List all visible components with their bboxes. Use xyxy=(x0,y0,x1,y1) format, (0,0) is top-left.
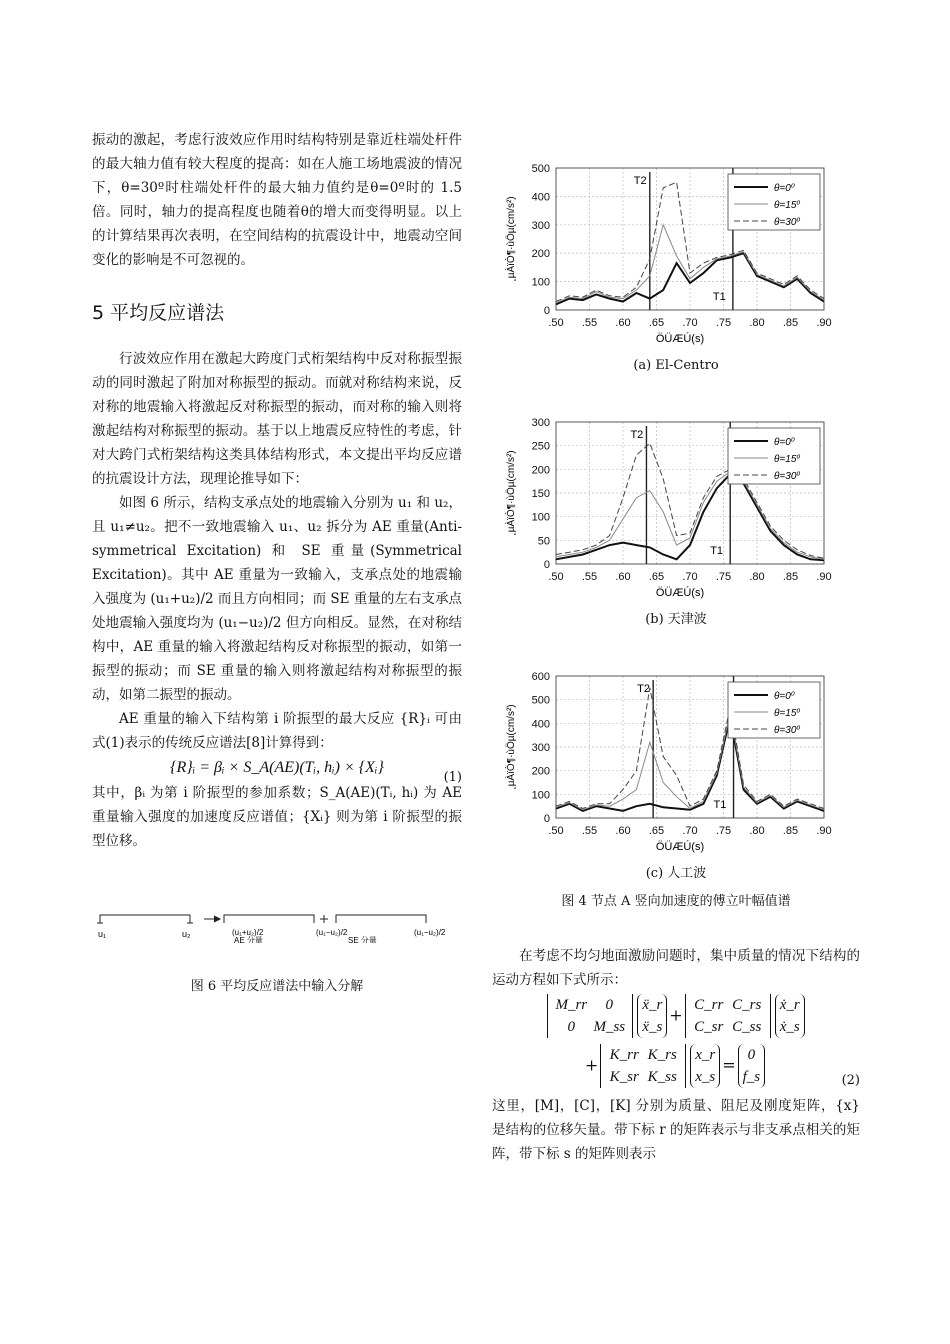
chart-c xyxy=(492,668,860,858)
right-column xyxy=(492,160,860,1166)
x-tick-label-5: .75 xyxy=(715,825,732,837)
legend-label-1: θ=15⁰ xyxy=(774,200,801,211)
paragraph-symbols: 其中，βᵢ 为第 i 阶振型的参加系数；S_A(AE)(Tᵢ, hᵢ) 为 AE 重量输入强度的加速度反应谱值；{Xᵢ} 则为第 i 阶振型的振型位移。 xyxy=(92,785,462,849)
t1-label: T1 xyxy=(710,545,724,557)
c-22: C_ss xyxy=(732,1019,762,1035)
x-tick-label-5: .75 xyxy=(715,317,732,329)
x-tick-label-4: .70 xyxy=(682,571,698,583)
y-tick-label-2: 100 xyxy=(531,511,550,524)
x-tick-label-0: .50 xyxy=(548,825,564,837)
y-tick-label-0: 0 xyxy=(543,305,550,317)
y-axis-label: ¸µÀïÒ¶·ùÖµ(cm/s²) xyxy=(506,704,517,790)
x-tick-label-6: .80 xyxy=(749,571,765,583)
fig6-label-se-expr-left: (u₁−u₂)/2 xyxy=(316,928,348,937)
x-s: x_s xyxy=(695,1069,716,1085)
y-tick-label-4: 200 xyxy=(531,464,550,477)
legend-label-0: θ=0⁰ xyxy=(774,183,795,194)
xd-r: ẋ_r xyxy=(779,997,800,1013)
chart-c-box xyxy=(492,668,860,886)
x-tick-label-0: .50 xyxy=(548,571,564,583)
y-tick-label-6: 600 xyxy=(531,671,550,683)
x-tick-label-7: .85 xyxy=(782,317,799,329)
figure-6 xyxy=(92,893,462,999)
x-tick-label-3: .65 xyxy=(648,317,665,329)
equals-sign: = xyxy=(722,1055,736,1075)
k-12: K_rs xyxy=(647,1047,677,1063)
equation-2-line-2 xyxy=(492,1044,860,1088)
c-11: C_rr xyxy=(694,997,724,1013)
legend-label-0: θ=0⁰ xyxy=(774,437,795,448)
y-tick-label-0: 0 xyxy=(543,559,550,571)
legend-label-2: θ=30⁰ xyxy=(774,725,801,736)
x-tick-label-7: .85 xyxy=(782,825,799,837)
figure-6-caption: 图 6 平均反应谱法中输入分解 xyxy=(190,979,364,994)
x-tick-label-5: .75 xyxy=(715,571,732,583)
equation-2-number: (2) xyxy=(841,1073,860,1088)
y-tick-label-1: 100 xyxy=(531,276,550,289)
x-tick-label-3: .65 xyxy=(648,571,665,583)
legend-label-2: θ=30⁰ xyxy=(774,471,801,482)
fig6-label-u1: u₁ xyxy=(98,929,107,939)
y-axis-label: ¸µÀïÒ¶·ùÖµ(cm/s²) xyxy=(506,450,517,536)
x-tick-label-3: .65 xyxy=(648,825,665,837)
c-21: C_sr xyxy=(694,1019,724,1035)
mass-matrix xyxy=(547,994,633,1038)
stiffness-matrix xyxy=(600,1044,686,1088)
x-tick-label-2: .60 xyxy=(615,571,631,583)
x-tick-label-1: .55 xyxy=(581,571,598,583)
y-tick-label-2: 200 xyxy=(531,248,550,261)
c-12: C_rs xyxy=(732,997,762,1013)
figure-6-diagram xyxy=(92,893,462,943)
t1-label: T1 xyxy=(713,799,727,811)
x-axis-label: ÖÜÆÚ(s) xyxy=(655,333,705,345)
y-tick-label-6: 300 xyxy=(531,417,550,429)
paragraph-results: 振动的激起，考虑行波效应作用时结构特别是靠近柱端处杆件的最大轴力值有较大程度的提高：如在人施工场地震波的情况下，θ=30º时柱端处杆件的最大轴力值约是θ=0º时的 1.5 倍。同时，轴力的提高程度也随着θ的增大而变得明显。以上的计算结果再次表明，在空间结构的抗震设计中，地震动空间变化的影响是不可忽视的。 xyxy=(92,132,462,268)
x-axis-label: ÖÜÆÚ(s) xyxy=(655,841,705,853)
y-tick-label-0: 0 xyxy=(543,813,550,825)
legend-label-1: θ=15⁰ xyxy=(774,454,801,465)
force-vector xyxy=(738,1044,766,1088)
plus-2: + xyxy=(584,1055,599,1075)
k-11: K_rr xyxy=(609,1047,639,1063)
y-tick-label-5: 250 xyxy=(531,440,550,453)
legend-label-2: θ=30⁰ xyxy=(774,217,801,228)
accel-vector xyxy=(637,994,667,1038)
f-r: 0 xyxy=(747,1047,756,1063)
equation-1 xyxy=(92,755,462,785)
equation-2 xyxy=(492,994,860,1088)
legend-label-0: θ=0⁰ xyxy=(774,691,795,702)
x-axis-label: ÖÜÆÚ(s) xyxy=(655,587,705,599)
t2-label: T2 xyxy=(637,683,650,695)
x-tick-label-4: .70 xyxy=(682,317,698,329)
paragraph-max-response: AE 重量的输入下结构第 i 阶振型的最大反应 {R}ᵢ 可由式(1)表示的传统反应谱法[8]计算得到： xyxy=(92,711,462,751)
velocity-vector xyxy=(775,994,805,1038)
chart-b-box xyxy=(492,414,860,632)
x-tick-label-6: .80 xyxy=(749,825,765,837)
m-11: M_rr xyxy=(555,997,588,1013)
y-tick-label-2: 200 xyxy=(531,765,550,778)
equation-2-line-1 xyxy=(492,994,860,1038)
x-r: x_r xyxy=(695,1047,716,1063)
t2-label: T2 xyxy=(630,429,644,441)
paragraph-matrix-definitions: 这里，[M]，[C]，[K] 分别为质量、阻尼及刚度矩阵，{x} 是结构的位移矢量。带下标 r 的矩阵表示与非支承点相关的矩阵，带下标 s 的矩阵则表示 xyxy=(492,1098,860,1162)
x-tick-label-4: .70 xyxy=(682,825,698,837)
m-21: 0 xyxy=(567,1019,576,1035)
y-tick-label-5: 500 xyxy=(531,694,550,707)
x-tick-label-2: .60 xyxy=(615,825,631,837)
y-tick-label-3: 300 xyxy=(531,742,550,754)
xdd-s: ẍ_s xyxy=(642,1019,663,1035)
equation-1-number: (1) xyxy=(443,770,462,785)
x-tick-label-1: .55 xyxy=(581,317,598,329)
y-tick-label-4: 400 xyxy=(531,191,550,204)
chart-a-caption: (a) El-Centro xyxy=(633,358,719,373)
x-tick-label-1: .55 xyxy=(581,825,598,837)
chart-b xyxy=(492,414,860,604)
fig6-label-se-name: SE 分量 xyxy=(348,936,377,943)
paragraph-input-decomposition: 如图 6 所示，结构支承点处的地震输入分别为 u₁ 和 u₂，且 u₁≠u₂。把不一致地震输入 u₁、u₂ 拆分为 AE 重量(Anti-symmetrical Excitation) 和 SE 重量(Symmetrical Excitation)。其中 AE 重量为一致输入，支承点处的地震输入强度为 (u₁+u₂)/2 而且方向相同；而 SE 重量的左右支承点处地震输入强度均为 (u₁−u₂)/2 但方向相反。显然，在对称结构中，AE 重量的输入将激起结构反对称振型的振动，如第一振型的振动；而 SE 重量的输入则将激起结构对称振型的振动，如第二振型的振动。 xyxy=(92,495,462,703)
f-s: f_s xyxy=(742,1069,761,1085)
xd-s: ẋ_s xyxy=(779,1019,800,1035)
t1-label: T1 xyxy=(712,291,726,303)
chart-b-caption: (b) 天津波 xyxy=(645,612,707,627)
chart-a-box xyxy=(492,160,860,378)
k-22: K_ss xyxy=(647,1069,677,1085)
x-tick-label-7: .85 xyxy=(782,571,799,583)
y-axis-label: ¸µÀïÒ¶·ùÖµ(cm/s²) xyxy=(506,196,517,282)
t2-label: T2 xyxy=(633,175,647,187)
x-tick-label-6: .80 xyxy=(749,317,765,329)
y-tick-label-3: 150 xyxy=(531,488,550,500)
y-tick-label-1: 100 xyxy=(531,789,550,802)
y-tick-label-4: 400 xyxy=(531,718,550,731)
damping-matrix xyxy=(685,994,771,1038)
k-21: K_sr xyxy=(609,1069,639,1085)
x-tick-label-8: .90 xyxy=(816,571,832,583)
legend-label-1: θ=15⁰ xyxy=(774,708,801,719)
y-tick-label-3: 300 xyxy=(531,219,550,232)
plus-1: + xyxy=(669,1005,683,1025)
xdd-r: ẍ_r xyxy=(642,997,663,1013)
chart-a xyxy=(492,160,860,350)
x-tick-label-8: .90 xyxy=(816,317,832,329)
paragraph-method-intro: 行波效应作用在激起大跨度门式桁架结构中反对称振型振动的同时激起了附加对称振型的振动。而就对称结构来说，反对称的地震输入将激起反对称振型的振动，而对称的输入则将激起结构对称振型的振动。基于以上地震反应特性的考虑，针对大跨门式桁架结构这类具体结构形式，本文提出平均反应谱的抗震设计方法，现理论推导如下： xyxy=(92,351,462,487)
y-tick-label-5: 500 xyxy=(531,163,550,175)
figure-4-caption: 图 4 节点 A 竖向加速度的傅立叶幅值谱 xyxy=(561,894,791,909)
fig6-label-se-expr-right: (u₁−u₂)/2 xyxy=(414,928,446,937)
left-column xyxy=(92,128,462,999)
equation-1-body: {R}ᵢ = βᵢ × S_A(AE)(Tᵢ, hᵢ) × {Xᵢ} xyxy=(170,759,384,776)
x-tick-label-8: .90 xyxy=(816,825,832,837)
chart-c-caption: (c) 人工波 xyxy=(645,866,707,881)
m-12: 0 xyxy=(605,997,614,1013)
fig6-label-ae-expr: (u₁+u₂)/2 xyxy=(232,928,264,937)
fig6-label-ae-name: AE 分量 xyxy=(234,936,263,943)
fig6-label-u2: u₂ xyxy=(182,929,191,939)
displacement-vector xyxy=(690,1044,720,1088)
m-22: M_ss xyxy=(593,1019,626,1035)
x-tick-label-0: .50 xyxy=(548,317,564,329)
y-tick-label-1: 50 xyxy=(537,535,550,548)
paragraph-motion-equation: 在考虑不均匀地面激励问题时，集中质量的情况下结构的运动方程如下式所示： xyxy=(492,948,860,988)
section-title: 5 平均反应谱法 xyxy=(92,302,225,324)
x-tick-label-2: .60 xyxy=(615,317,631,329)
